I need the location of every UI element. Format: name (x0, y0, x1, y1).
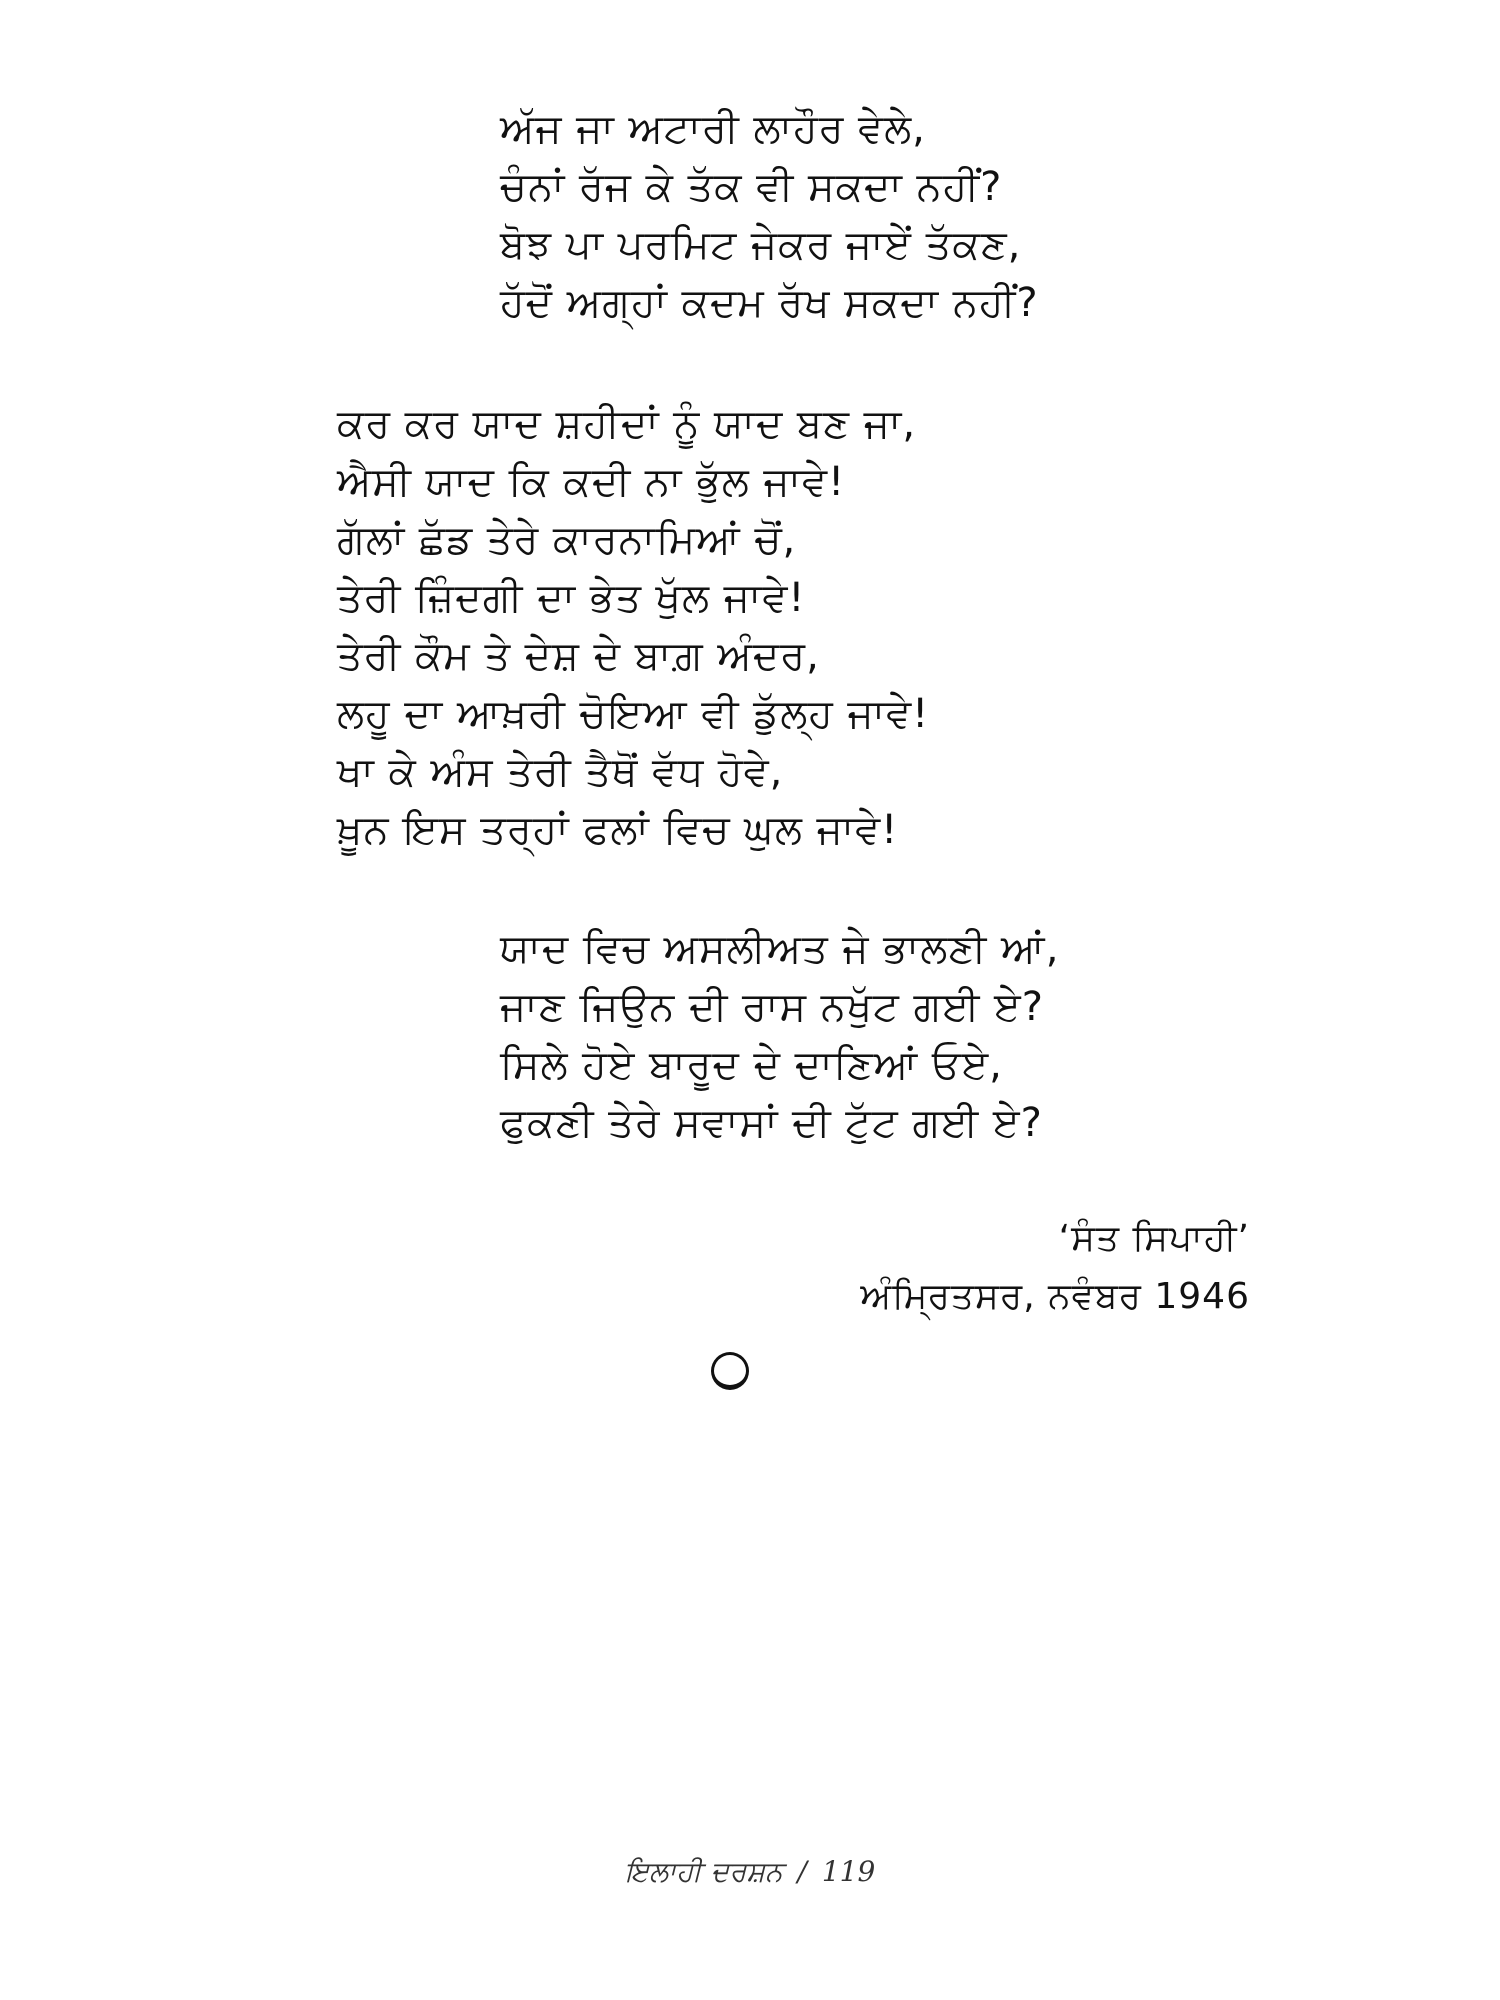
poem-line: ਐਸੀ ਯਾਦ ਕਿ ਕਦੀ ਨਾ ਭੁੱਲ ਜਾਵੇ! (337, 459, 846, 505)
poem-line: ਤੇਰੀ ਕੌਮ ਤੇ ਦੇਸ਼ ਦੇ ਬਾਗ਼ ਅੰਦਰ, (337, 633, 820, 679)
page-number: 119 (821, 1855, 876, 1888)
poem-line: ਜਾਣ ਜਿਉਨ ਦੀ ਰਾਸ ਨਖੁੱਟ ਗਈ ਏ? (500, 984, 1044, 1030)
poem-line: ਬੋਝ ਪਾ ਪਰਮਿਟ ਜੇਕਰ ਜਾਏਂ ਤੱਕਣ, (500, 222, 1022, 268)
author-name: ‘ਸੰਤ ਸਿਪਾਹੀ’ (1058, 1218, 1250, 1259)
poem-line: ਸਿਲੇ ਹੋਏ ਬਾਰੂਦ ਦੇ ਦਾਣਿਆਂ ਓਏ, (500, 1042, 1003, 1088)
poem-line: ਯਾਦ ਵਿਚ ਅਸਲੀਅਤ ਜੇ ਭਾਲਣੀ ਆਂ, (500, 926, 1060, 972)
poem-stanza-3 (500, 920, 1059, 1152)
book-title: ਇਲਾਹੀ ਦਰਸ਼ਨ (624, 1855, 783, 1888)
poem-line: ਖ਼ੂਨ ਇਸ ਤਰ੍ਹਾਂ ਫਲਾਂ ਵਿਚ ਘੁਲ ਜਾਵੇ! (337, 807, 899, 853)
poem-line: ਖਾ ਕੇ ਅੰਸ ਤੇਰੀ ਤੈਥੋਂ ਵੱਧ ਹੋਵੇ, (337, 749, 784, 795)
poem-line: ਲਹੂ ਦਾ ਆਖ਼ਰੀ ਚੋਇਆ ਵੀ ਡੁੱਲ੍ਹ ਜਾਵੇ! (337, 691, 930, 737)
poem-line: ਤੇਰੀ ਜ਼ਿੰਦਗੀ ਦਾ ਭੇਤ ਖੁੱਲ ਜਾਵੇ! (337, 575, 806, 621)
poem-stanza-2 (337, 395, 929, 859)
poem-line: ਫੁਕਣੀ ਤੇਰੇ ਸਵਾਸਾਂ ਦੀ ਟੁੱਟ ਗਈ ਏ? (500, 1100, 1043, 1146)
poem-line: ਅੱਜ ਜਾ ਅਟਾਰੀ ਲਾਹੌਰ ਵੇਲੇ, (500, 106, 926, 152)
poem-line: ਚੰਨਾਂ ਰੱਜ ਕੇ ਤੱਕ ਵੀ ਸਕਦਾ ਨਹੀਂ? (500, 164, 1003, 210)
footer-separator: / (797, 1855, 807, 1888)
poem-line: ਕਰ ਕਰ ਯਾਦ ਸ਼ਹੀਦਾਂ ਨੂੰ ਯਾਦ ਬਣ ਜਾ, (337, 401, 917, 447)
place-date: ਅੰਮ੍ਰਿਤਸਰ, ਨਵੰਬਰ 1946 (860, 1276, 1250, 1317)
end-of-poem-circle-icon (711, 1352, 749, 1390)
poem-line: ਗੱਲਾਂ ਛੱਡ ਤੇਰੇ ਕਾਰਨਾਮਿਆਂ ਚੋਂ, (337, 517, 797, 563)
poem-line: ਹੱਦੋਂ ਅਗ੍ਹਾਂ ਕਦਮ ਰੱਖ ਸਕਦਾ ਨਹੀਂ? (500, 280, 1039, 326)
poem-stanza-1 (500, 100, 1039, 332)
poem-signature (860, 1210, 1250, 1326)
page-footer (0, 1855, 1500, 1889)
